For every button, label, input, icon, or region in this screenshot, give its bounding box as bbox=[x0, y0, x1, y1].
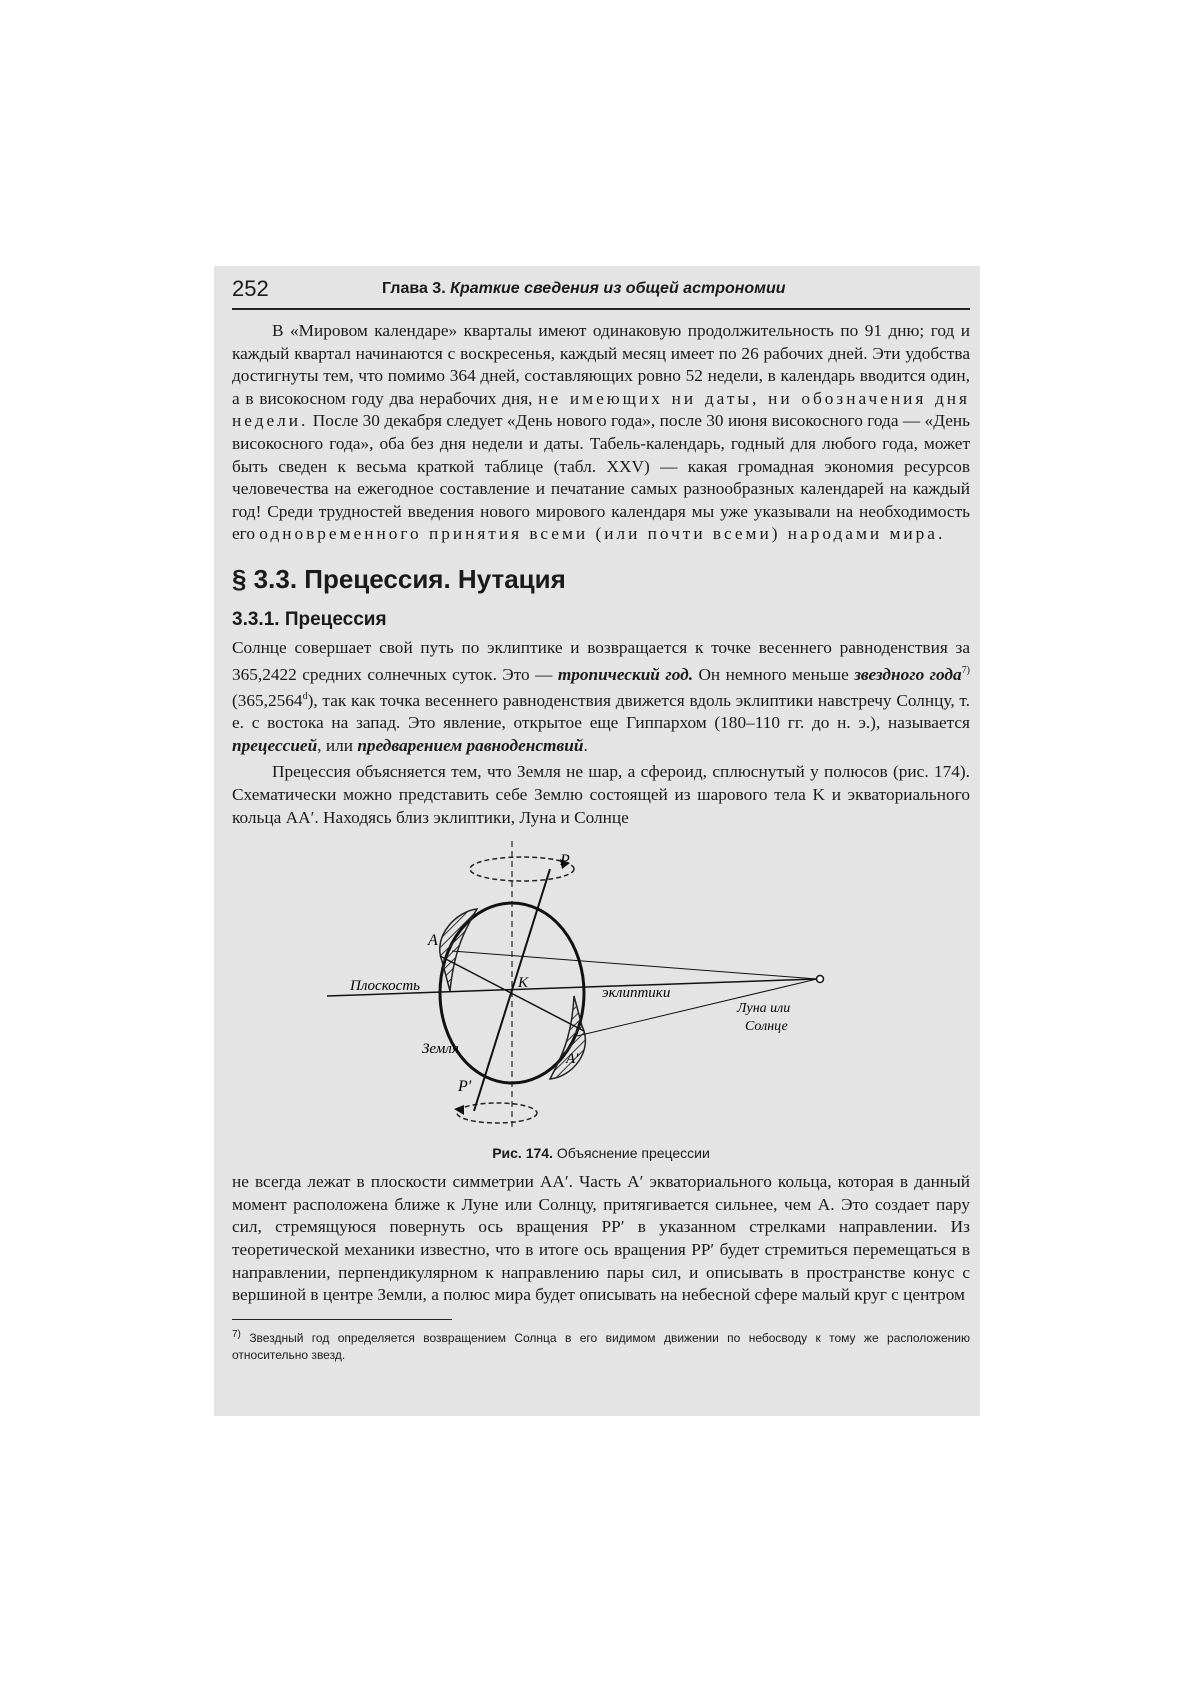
paragraph-text: Он немного меньше bbox=[693, 664, 855, 684]
precession-diagram bbox=[232, 841, 970, 1141]
running-title bbox=[382, 280, 786, 298]
footnote-text: Звездный год определяется возвращением Солнца в его видимом движении по небосводу к тому же расположению относительно звезд. bbox=[232, 1330, 970, 1362]
label-earth: Земля bbox=[422, 1041, 459, 1058]
label-k: K bbox=[518, 975, 529, 992]
paragraph-world-calendar bbox=[232, 320, 970, 546]
spaced-text: не имеющих ни даты, ни обозначения дня недели. bbox=[232, 388, 971, 431]
superscript: d bbox=[302, 690, 308, 702]
equator-line bbox=[440, 956, 584, 1031]
paragraph-text: После 30 декабря следует «День нового года», после 30 июня високосного года — «День високосного года», оба без дня недели и даты. Табель-календарь, годный для любого года, может быть сведен к весьма краткой таблице (табл. XXV) — какая громадная экономия ресурсов человечества на ежегодное составление и печатание самых разнообразных календарей на каждый год! Среди трудностей введения нового мирового календаря мы уже указывали на необходимость его bbox=[232, 411, 970, 544]
precession-circle-top bbox=[470, 857, 574, 881]
chapter-label: Глава 3. bbox=[382, 280, 446, 297]
figure-174 bbox=[232, 841, 970, 1141]
label-p-prime: P′ bbox=[458, 1078, 472, 1096]
paragraph-precession-cause: Прецессия объясняется тем, что Земля не шар, а сфероид, сплюснутый у полюсов (рис. 174). Схематически можно представить себе Землю состоящей из шарового тела K и экваториального кольца AA′. Находясь близ эклиптики, Луна и Солнце bbox=[232, 762, 970, 827]
footnote-rule bbox=[232, 1319, 452, 1320]
footnote-reference[interactable]: 7) bbox=[961, 664, 970, 676]
arrow-bottom bbox=[454, 1105, 464, 1115]
term: звездного года bbox=[854, 664, 962, 684]
label-moon-or-sun-1: Луна или bbox=[737, 1001, 791, 1017]
page-number: 252 bbox=[232, 276, 269, 301]
chapter-title: Краткие сведения из общей астрономии bbox=[450, 280, 786, 297]
label-plane: Плоскость bbox=[350, 978, 420, 995]
precession-circle-bottom bbox=[457, 1103, 537, 1123]
spaced-text: одновременного принятия всеми (или почти всеми) народами мира. bbox=[259, 524, 946, 544]
paragraph-text: (365,2564 bbox=[232, 690, 303, 710]
paragraph-text: В «Мировом календаре» кварталы имеют одинаковую продолжительность по 91 дню; год и каждый квартал начинаются с воскресенья, каждый месяц имеет по 26 рабочих дней. Эти удобства достигнуты тем, что помимо 364 дней, составляющих ровно 52 недели, в календарь вводится один, а в високосном году два нерабочих дня, bbox=[232, 321, 970, 408]
caption-number: Рис. 174. bbox=[492, 1145, 553, 1162]
paragraph-force-pair: не всегда лежат в плоскости симметрии AA′. Часть A′ экваториального кольца, которая в данный момент расположена ближе к Луне или Солнцу, притягивается сильнее, чем A. Это создает пару сил, стремящуюся повернуть ось вращения PP′ в указанном стрелками направлении. Из теоретической механики известно, что в итоге ось вращения PP′ будет стремиться перемещаться в направлении, перпендикулярном к направлению пары сил, и описывать в пространстве конус с вершиной в центре Земли, а полюс мира будет описывать на небесной сфере малый круг с центром bbox=[232, 1172, 970, 1305]
paragraph-text: Солнце совершает свой путь по эклиптике и возвращается к точке весеннего равноденствия за 365,2422 средних солнечных суток. Это — bbox=[232, 637, 970, 684]
section-title: § 3.3. Прецессия. Нутация bbox=[232, 563, 566, 594]
running-header bbox=[232, 276, 970, 310]
term: предварением равноденствий bbox=[357, 735, 584, 755]
ring-section-a bbox=[440, 909, 477, 991]
figure-caption bbox=[232, 1145, 970, 1161]
force-line-a bbox=[452, 951, 817, 979]
paragraph-tropical-year bbox=[232, 637, 970, 758]
paragraph-text: , или bbox=[317, 735, 358, 755]
label-p: P bbox=[560, 852, 570, 870]
book-page bbox=[232, 276, 970, 1364]
label-a: A bbox=[428, 932, 438, 950]
subsection-title: 3.3.1. Прецессия bbox=[232, 608, 387, 630]
label-moon-or-sun-2: Солнце bbox=[745, 1019, 788, 1035]
footnote bbox=[232, 1326, 970, 1364]
term: прецессией bbox=[232, 735, 318, 755]
sun-moon-point bbox=[817, 976, 824, 983]
caption-text: Объяснение прецессии bbox=[556, 1145, 710, 1162]
term: тропический год. bbox=[557, 664, 694, 684]
label-ecliptic: эклиптики bbox=[602, 985, 671, 1002]
label-a-prime: A′ bbox=[566, 1051, 579, 1068]
footnote-mark: 7) bbox=[232, 1328, 241, 1340]
paragraph-text: . bbox=[583, 735, 588, 755]
paragraph-text: ), так как точка весеннего равноденствия движется вдоль эклиптики навстречу Солнцу, т. е. с востока на запад. Это явление, открытое еще Гиппархом (180–110 гг. до н. э.), называется bbox=[232, 690, 970, 733]
